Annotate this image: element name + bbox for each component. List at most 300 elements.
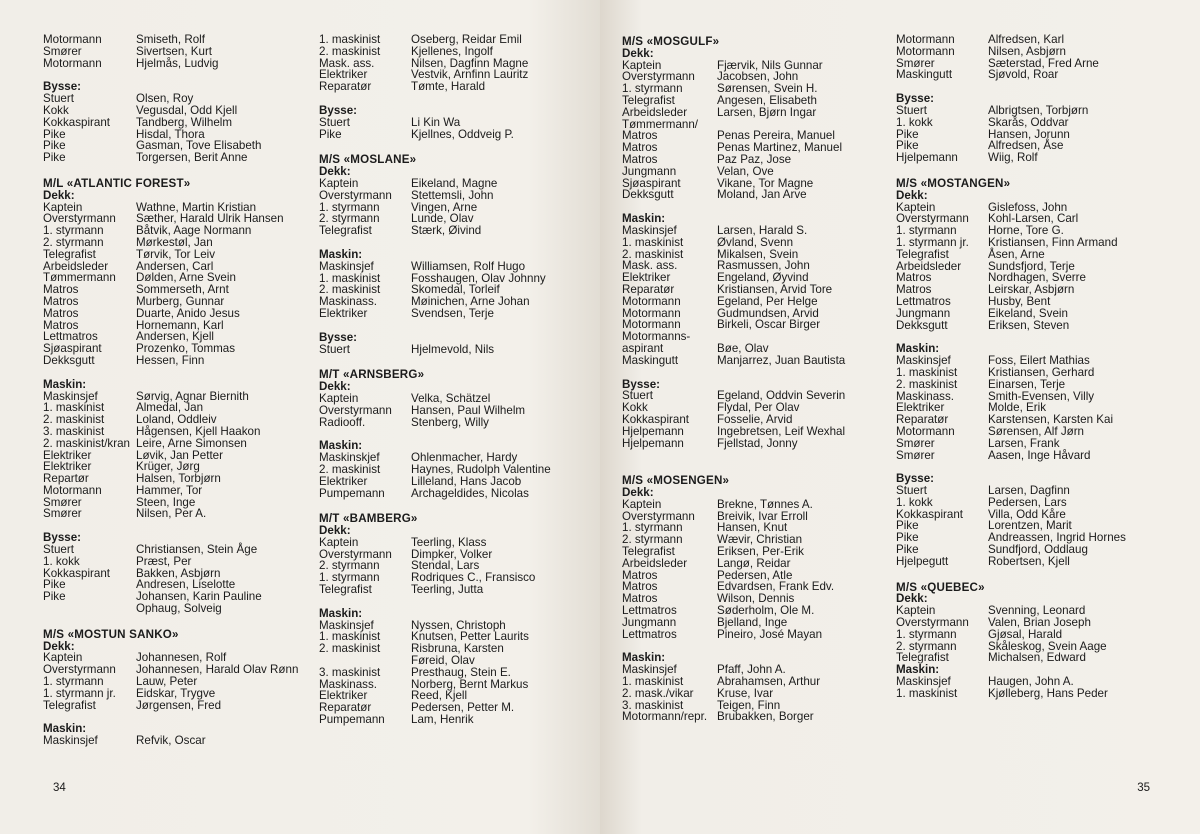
section-heading: Dekk: — [319, 165, 351, 179]
crew-role: Arbeidsleder — [622, 105, 688, 119]
section-heading: Maskin: — [896, 663, 940, 677]
spacer — [319, 499, 551, 511]
crew-name: Stærk, Øivind — [411, 224, 482, 238]
section-heading: Dekk: — [319, 380, 351, 394]
crew-row — [622, 438, 845, 450]
crew-name: Fjellstad, Jonny — [717, 436, 798, 450]
crew-role: 1. styrmann — [43, 224, 104, 238]
crew-name: Wathne, Martin Kristian — [136, 200, 257, 214]
crew-name: Johansen, Karin Pauline — [136, 590, 262, 604]
crew-name: Hjelmevold, Nils — [411, 342, 495, 356]
crew-role: 1. styrmann — [622, 521, 683, 535]
crew-name: Torgersen, Berit Anne — [136, 151, 248, 165]
crew-role: Lettmatros — [622, 627, 677, 641]
crew-row — [319, 537, 551, 549]
spacer — [622, 449, 845, 461]
crew-name: Øvland, Svenn — [717, 235, 794, 249]
section-heading: Maskin: — [319, 439, 363, 453]
ship-heading: M/S «MOSGULF» — [622, 35, 720, 48]
crew-role: Jungmann — [622, 615, 677, 629]
crew-role: 1. maskinist — [319, 630, 381, 644]
crew-role: Pike — [43, 151, 66, 165]
crew-role: Kokkaspirant — [896, 507, 964, 521]
crew-name: Svendsen, Terje — [411, 306, 494, 320]
spacer — [319, 320, 551, 332]
crew-role: Kokkaspirant — [43, 115, 111, 129]
crew-row — [43, 603, 298, 615]
crew-role: Motormann — [622, 306, 681, 320]
crew-role: Overstyrmann — [896, 616, 969, 630]
crew-name: Svenning, Leonard — [988, 604, 1086, 618]
crew-row — [896, 249, 1126, 261]
crew-role: 1. styrmann — [43, 675, 104, 689]
crew-name: Abrahamsen, Arthur — [717, 675, 821, 689]
crew-name: Hågensen, Kjell Haakon — [136, 424, 261, 438]
crew-name: Teerling, Klass — [411, 535, 487, 549]
right-column-1 — [622, 34, 845, 723]
crew-role: Stuert — [319, 115, 350, 129]
crew-name: Manjarrez, Juan Bautista — [717, 353, 846, 367]
crew-name: Almedal, Jan — [136, 401, 204, 415]
crew-role: Kokkaspirant — [43, 566, 111, 580]
crew-role: Telegrafist — [622, 93, 675, 107]
crew-name: Kristiansen, Gerhard — [988, 365, 1095, 379]
crew-role: Arbeidsleder — [896, 259, 962, 273]
crew-row — [622, 107, 845, 119]
crew-role: 2. styrmann — [319, 559, 380, 573]
crew-name: Einarsen, Terje — [988, 377, 1066, 391]
crew-name: Breivik, Ivar Erroll — [717, 509, 808, 523]
left-column-2 — [319, 34, 551, 726]
crew-row — [896, 105, 1126, 117]
section-heading: Maskin: — [622, 212, 666, 226]
crew-name: Åsen, Arne — [988, 247, 1045, 261]
spacer — [896, 568, 1126, 580]
crew-role: Smører — [896, 448, 935, 462]
crew-name: Sommerseth, Arnt — [136, 283, 229, 297]
crew-name: Båtvik, Aage Normann — [136, 224, 252, 238]
ship-heading: M/T «ARNSBERG» — [319, 368, 425, 382]
crew-role: Motormann — [43, 56, 102, 70]
crew-role: Lettmatros — [896, 294, 951, 308]
crew-role: 2. styrmann — [43, 235, 104, 249]
crew-role: Elektriker — [319, 474, 368, 488]
crew-role: Pike — [43, 590, 66, 604]
crew-role: Dekksgutt — [622, 188, 674, 202]
crew-name: Kjellnes, Oddveig P. — [411, 127, 514, 141]
crew-name: Lunde, Olav — [411, 212, 474, 226]
crew-role: 1. maskinist — [43, 401, 105, 415]
crew-role: Elektriker — [896, 401, 945, 415]
crew-row — [896, 688, 1126, 700]
crew-role: Motormann — [622, 318, 681, 332]
section-heading: Bysse: — [622, 377, 661, 391]
crew-name: Smiseth, Rolf — [136, 33, 205, 46]
crew-role: Pike — [43, 127, 66, 141]
crew-row — [319, 190, 551, 202]
crew-role: Jungmann — [896, 306, 951, 320]
crew-row — [43, 105, 298, 117]
crew-role: Hjelpemann — [896, 151, 958, 165]
crew-row — [622, 414, 845, 426]
crew-row — [896, 320, 1126, 332]
spacer — [319, 355, 551, 367]
crew-name: Hessen, Finn — [136, 353, 205, 367]
crew-name: Molde, Erik — [988, 401, 1046, 415]
crew-name: Vestvik, Arnfinn Lauritz — [411, 68, 529, 82]
crew-role: 2. styrmann — [622, 533, 683, 547]
crew-name: Søderholm, Ole M. — [717, 604, 815, 618]
crew-role: Pike — [896, 543, 919, 557]
crew-role: Smører — [43, 507, 82, 521]
crew-name: Hansen, Knut — [717, 521, 788, 535]
crew-name: Steen, Inge — [136, 495, 196, 509]
crew-role — [43, 603, 136, 615]
crew-name: Hjelmås, Ludvig — [136, 56, 219, 70]
crew-name: Nyssen, Christoph — [411, 618, 506, 632]
crew-row — [896, 237, 1126, 249]
crew-role: Kaptein — [43, 651, 83, 665]
crew-role: 1. maskinist — [896, 365, 958, 379]
crew-role: 1. styrmann — [319, 571, 380, 585]
section-heading: Bysse: — [896, 92, 935, 106]
crew-role: Overstyrmann — [43, 663, 116, 677]
spacer — [43, 615, 298, 627]
crew-role: 1. styrmann — [896, 627, 957, 641]
crew-name: Stettemsli, John — [411, 188, 494, 202]
crew-name: Robertsen, Kjell — [988, 554, 1070, 568]
crew-name: Fjærvik, Nils Gunnar — [717, 58, 823, 72]
crew-role: 2. maskinist/kran — [43, 436, 130, 450]
crew-role: Kokk — [622, 401, 648, 415]
section-heading: Dekk: — [319, 524, 351, 538]
crew-role: Maskinsjef — [896, 675, 951, 689]
crew-name: Vingen, Arne — [411, 200, 478, 214]
crew-name: Larsen, Bjørn Ingar — [717, 105, 817, 119]
section-heading: Maskin: — [43, 722, 87, 736]
crew-role: Kaptein — [622, 58, 662, 72]
crew-role: Telegrafist — [319, 583, 372, 597]
crew-name: Mikalsen, Svein — [717, 247, 799, 261]
crew-role: Matros — [622, 129, 658, 143]
crew-role: Maskinsjef — [43, 734, 98, 748]
crew-name: Larsen, Harald S. — [717, 223, 808, 237]
crew-name: Brekne, Tønnes A. — [717, 497, 813, 511]
crew-role: Elektriker — [319, 68, 368, 82]
crew-role: Motormann/repr. — [622, 710, 708, 724]
crew-role: Stuert — [43, 92, 74, 106]
crew-row — [319, 225, 551, 237]
crew-row — [319, 464, 551, 476]
spacer — [43, 69, 298, 81]
crew-name: Skarås, Oddvar — [988, 115, 1069, 129]
crew-name: Lauw, Peter — [136, 675, 198, 689]
crew-role: Maskinsjef — [896, 354, 951, 368]
crew-name: Gjøsal, Harald — [988, 627, 1063, 641]
crew-row — [43, 58, 298, 70]
crew-role: Kaptein — [319, 176, 359, 190]
crew-name: Aasen, Inge Håvard — [988, 448, 1091, 462]
section-heading: Bysse: — [896, 472, 935, 486]
crew-name: Andreassen, Ingrid Hornes — [988, 531, 1126, 545]
crew-row — [43, 688, 298, 700]
crew-role: 3. maskinist — [319, 665, 381, 679]
crew-role: Pike — [319, 127, 342, 141]
crew-role: Telegrafist — [622, 545, 675, 559]
crew-role: Pike — [896, 139, 919, 153]
crew-name: Kjellenes, Ingolf — [411, 44, 493, 58]
crew-name: Præst, Per — [136, 554, 192, 568]
crew-name: Pfaff, John A. — [717, 663, 786, 677]
crew-name: Dølden, Arne Svein — [136, 271, 236, 285]
crew-name: Moland, Jan Arve — [717, 188, 807, 202]
crew-role: Elektriker — [43, 460, 92, 474]
crew-role: 2. maskinist — [896, 377, 958, 391]
crew-role: Telegrafist — [896, 247, 949, 261]
crew-role: Reparatør — [319, 701, 372, 715]
crew-name: Kristiansen, Finn Armand — [988, 235, 1118, 249]
crew-role: Stuert — [43, 543, 74, 557]
crew-role: Hjelpemann — [622, 424, 684, 438]
crew-name: Hammer, Tor — [136, 483, 203, 497]
crew-row — [319, 261, 551, 273]
crew-name: Mørkestøl, Jan — [136, 235, 213, 249]
crew-row — [622, 629, 845, 641]
crew-name: Andresen, Liselotte — [136, 578, 236, 592]
section-heading: Dekk: — [43, 639, 75, 653]
crew-role: Matros — [622, 580, 658, 594]
crew-name: Birkeli, Oscar Birger — [717, 318, 821, 332]
crew-row — [622, 711, 845, 723]
spacer — [43, 520, 298, 532]
crew-name: Eriksen, Steven — [988, 318, 1070, 332]
crew-name: Tandberg, Wilhelm — [136, 115, 233, 129]
crew-name: Alfredsen, Åse — [988, 139, 1064, 153]
spacer — [622, 461, 845, 473]
crew-row — [622, 237, 845, 249]
crew-role: Sjøaspirant — [43, 342, 102, 356]
crew-row — [622, 558, 845, 570]
crew-name: Stenberg, Willy — [411, 415, 489, 429]
crew-name: Lam, Henrik — [411, 713, 474, 727]
section-heading: Dekk: — [896, 188, 928, 202]
crew-name: Velka, Schätzel — [411, 391, 491, 405]
crew-name: Rodriques C., Fransisco — [411, 571, 536, 585]
crew-role: Pike — [896, 519, 919, 533]
crew-role: Smører — [896, 56, 935, 70]
crew-row — [622, 166, 845, 178]
crew-role: Tømmermann — [43, 271, 116, 285]
crew-name: Williamsen, Rolf Hugo — [411, 259, 526, 273]
crew-name: Rasmussen, John — [717, 259, 810, 273]
crew-name: Archageldides, Nicolas — [411, 486, 529, 500]
section-heading: Dekk: — [622, 486, 654, 500]
crew-name: Bøe, Olav — [717, 341, 769, 355]
ship-heading: M/T «BAMBERG» — [319, 512, 418, 526]
crew-role: Overstyrmann — [319, 403, 392, 417]
crew-name: Duarte, Anido Jesus — [136, 306, 240, 320]
crew-name: Wilson, Dennis — [717, 592, 795, 606]
section-heading: Maskin: — [319, 247, 363, 261]
crew-role: 2. maskinist — [43, 413, 105, 427]
crew-role: Telegrafist — [319, 224, 372, 238]
crew-name: Tømte, Harald — [411, 80, 486, 94]
crew-name: Husby, Bent — [988, 294, 1051, 308]
crew-role: Mask. ass. — [622, 259, 678, 273]
section-heading: Dekk: — [43, 188, 75, 202]
crew-role: 1. maskinist — [319, 33, 381, 46]
crew-role: Radiooff. — [319, 415, 366, 429]
crew-name: Flydal, Per Olav — [717, 401, 800, 415]
crew-name: Johannesen, Harald Olav Rønn — [136, 663, 299, 677]
crew-role: Matros — [622, 152, 658, 166]
crew-role: Kokk — [43, 103, 69, 117]
crew-name: Christiansen, Stein Åge — [136, 543, 258, 557]
crew-role: Reparatør — [622, 282, 675, 296]
crew-name: Kruse, Ivar — [717, 686, 774, 700]
crew-role: Arbeidsleder — [622, 556, 688, 570]
crew-name: Penas Pereira, Manuel — [717, 129, 835, 143]
crew-name: Sæther, Harald Ulrik Hansen — [136, 212, 284, 226]
crew-name: Smith-Evensen, Villy — [988, 389, 1095, 403]
spacer — [319, 140, 551, 152]
crew-row — [896, 152, 1126, 164]
crew-row — [622, 688, 845, 700]
crew-name: Egeland, Oddvin Severin — [717, 389, 846, 403]
crew-role: 3. maskinist — [622, 698, 684, 712]
crew-row — [43, 508, 298, 520]
crew-role: Overstyrmann — [622, 70, 695, 84]
crew-name: Prozenko, Tommas — [136, 342, 236, 356]
crew-name: Sivertsen, Kurt — [136, 44, 213, 58]
crew-row — [43, 249, 298, 261]
crew-row — [319, 308, 551, 320]
crew-role: Kaptein — [319, 535, 359, 549]
crew-name: Karstensen, Karsten Kai — [988, 413, 1114, 427]
crew-row — [319, 129, 551, 141]
crew-name: Jørgensen, Fred — [136, 698, 222, 712]
section-heading: Bysse: — [43, 80, 82, 94]
crew-row — [43, 485, 298, 497]
crew-role: Matros — [896, 271, 932, 285]
spacer — [622, 367, 845, 379]
crew-role: Kaptein — [896, 200, 936, 214]
crew-name: Larsen, Frank — [988, 436, 1060, 450]
crew-name: Jacobsen, John — [717, 70, 799, 84]
crew-row — [896, 426, 1126, 438]
crew-name: Sørvig, Agnar Biernith — [136, 389, 249, 403]
crew-name: Nilsen, Per A. — [136, 507, 207, 521]
crew-role: Pike — [896, 127, 919, 141]
crew-name: Haugen, John A. — [988, 675, 1074, 689]
crew-role: 1. maskinist — [319, 271, 381, 285]
crew-name: Refvik, Oscar — [136, 734, 206, 748]
crew-role: Motormanns- — [622, 330, 691, 344]
crew-role: Elektriker — [622, 271, 671, 285]
crew-role: 2. maskinist — [319, 642, 381, 656]
crew-row — [622, 355, 845, 367]
crew-name: Norberg, Bernt Markus — [411, 677, 529, 691]
crew-name: Bakken, Asbjørn — [136, 566, 221, 580]
crew-role: Matros — [622, 592, 658, 606]
crew-name: Alfredsen, Karl — [988, 33, 1065, 46]
crew-name: Velan, Ove — [717, 164, 774, 178]
crew-role: Elektriker — [43, 448, 92, 462]
crew-role: Telegrafist — [43, 247, 96, 261]
crew-name: Gudmundsen, Arvid — [717, 306, 819, 320]
crew-role: 2. styrmann — [896, 639, 957, 653]
crew-row — [896, 367, 1126, 379]
crew-role: Pike — [43, 139, 66, 153]
crew-row — [43, 296, 298, 308]
crew-role: 2. maskinist — [319, 44, 381, 58]
crew-role: 1. kokk — [896, 495, 933, 509]
crew-row — [896, 69, 1126, 81]
crew-role: 1. kokk — [896, 115, 933, 129]
crew-role: Overstyrmann — [319, 547, 392, 561]
crew-name: Hansen, Jorunn — [988, 127, 1070, 141]
crew-name: Ingebretsen, Leif Wexhal — [717, 424, 846, 438]
crew-name: Reed, Kjell — [411, 689, 468, 703]
crew-name: Andersen, Kjell — [136, 330, 214, 344]
crew-role: Hjelpegutt — [896, 554, 949, 568]
ship-heading: M/S «MOSENGEN» — [622, 474, 730, 488]
section-heading: Maskin: — [319, 606, 363, 620]
section-heading: Dekk: — [896, 592, 928, 606]
crew-name: Horne, Tore G. — [988, 224, 1064, 238]
crew-role: Reparatør — [896, 413, 949, 427]
crew-name: Leire, Arne Simonsen — [136, 436, 247, 450]
crew-role: Stuert — [319, 342, 350, 356]
crew-row — [622, 426, 845, 438]
crew-row — [896, 629, 1126, 641]
crew-row — [43, 735, 298, 747]
crew-role: Pike — [896, 531, 919, 545]
crew-name: Teerling, Jutta — [411, 583, 484, 597]
crew-name: Angesen, Elisabeth — [717, 93, 817, 107]
crew-role: 1. styrmann — [622, 82, 683, 96]
crew-row — [43, 426, 298, 438]
crew-name: Nilsen, Asbjørn — [988, 44, 1066, 58]
crew-role: 1. maskinist — [896, 686, 958, 700]
crew-row — [896, 556, 1126, 568]
crew-name: Løvik, Jan Petter — [136, 448, 223, 462]
crew-name: Skomedal, Torleif — [411, 283, 500, 297]
crew-role: Matros — [622, 568, 658, 582]
crew-role: Maskinsjef — [319, 259, 374, 273]
crew-name: Skåleskog, Svein Aage — [988, 639, 1107, 653]
crew-row — [622, 284, 845, 296]
crew-row — [319, 667, 551, 679]
crew-role: Kaptein — [896, 604, 936, 618]
crew-role: Overstyrmann — [622, 509, 695, 523]
crew-row — [896, 117, 1126, 129]
crew-role: Motormann — [896, 44, 955, 58]
crew-role: Elektriker — [319, 306, 368, 320]
ship-heading: M/S «MOSTUN SANKO» — [43, 627, 179, 641]
crew-name: Fosselie, Arvid — [717, 412, 793, 426]
crew-role: Overstyrmann — [43, 212, 116, 226]
crew-row — [896, 308, 1126, 320]
crew-name: Wiig, Rolf — [988, 151, 1038, 165]
crew-row — [319, 117, 551, 129]
crew-role: Motormann — [43, 33, 102, 46]
crew-name: Nilsen, Dagfinn Magne — [411, 56, 529, 70]
crew-role: Overstyrmann — [896, 212, 969, 226]
crew-name: Andersen, Carl — [136, 259, 214, 273]
crew-name: Sørensen, Alf Jørn — [988, 424, 1085, 438]
crew-role: Lettmatros — [43, 330, 98, 344]
